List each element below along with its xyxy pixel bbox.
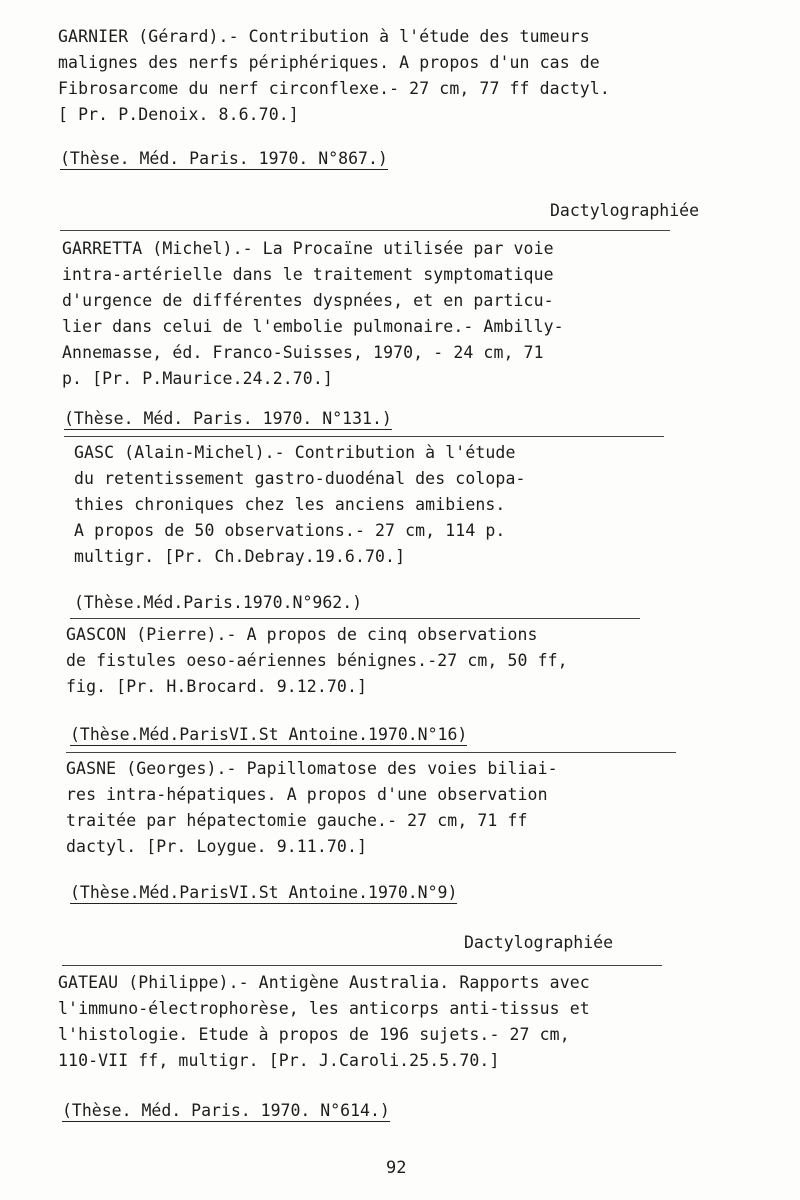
entry-separator (62, 965, 662, 966)
format-note: Dactylographiée (550, 201, 700, 220)
entry-line: GASCON (Pierre).- A propos de cinq observations (66, 625, 538, 644)
entry-gascon (66, 622, 756, 700)
entry-line: GATEAU (Philippe).- Antigène Australia. Rapports avec (58, 973, 590, 992)
entry-line: Fibrosarcome du nerf circonflexe.- 27 cm, 77 ff dactyl. (58, 79, 610, 98)
entry-separator (60, 230, 670, 231)
thesis-reference (74, 592, 362, 614)
page-number: 92 (386, 1158, 407, 1178)
entry-line: malignes des nerfs périphériques. A propos d'un cas de (58, 53, 600, 72)
entry-line: GASNE (Georges).- Papillomatose des voies biliai- (66, 759, 558, 778)
thesis-reference-text: (Thèse. Méd. Paris. 1970. N°131.) (64, 409, 392, 428)
entry-line: multigr. [Pr. Ch.Debray.19.6.70.] (74, 547, 406, 566)
format-note: Dactylographiée (464, 933, 614, 952)
entry-line: thies chroniques chez les anciens amibiens. (74, 495, 506, 514)
entry-line: Annemasse, éd. Franco-Suisses, 1970, - 24 cm, 71 (62, 343, 544, 362)
entry-line: p. [Pr. P.Maurice.24.2.70.] (62, 369, 333, 388)
entry-line: fig. [Pr. H.Brocard. 9.12.70.] (66, 677, 368, 696)
thesis-reference (64, 408, 392, 430)
entry-line: GARRETTA (Michel).- La Procaïne utilisée par voie (62, 239, 554, 258)
thesis-reference-text: (Thèse. Méd. Paris. 1970. N°867.) (60, 149, 388, 168)
entry-separator (64, 436, 664, 437)
entry-line: traitée par hépatectomie gauche.- 27 cm, 71 ff (66, 811, 528, 830)
entry-line: res intra-hépatiques. A propos d'une observation (66, 785, 548, 804)
thesis-reference-text: (Thèse.Méd.ParisVI.St Antoine.1970.N°9) (70, 883, 458, 902)
entry-line: l'histologie. Etude à propos de 196 sujets.- 27 cm, (58, 1025, 570, 1044)
entry-line: du retentissement gastro-duodénal des colopa- (74, 469, 526, 488)
thesis-reference (60, 148, 388, 170)
entry-line: GARNIER (Gérard).- Contribution à l'étude des tumeurs (58, 27, 590, 46)
thesis-reference (70, 724, 467, 746)
entry-gasc (74, 440, 754, 570)
entry-garretta (62, 236, 752, 392)
thesis-reference-text: (Thèse. Méd. Paris. 1970. N°614.) (62, 1101, 390, 1120)
entry-line: A propos de 50 observations.- 27 cm, 114 p. (74, 521, 506, 540)
entry-line: l'immuno-électrophorèse, les anticorps anti-tissus et (58, 999, 590, 1018)
entry-line: de fistules oeso-aériennes bénignes.-27 cm, 50 ff, (66, 651, 568, 670)
thesis-reference (62, 1100, 390, 1122)
entry-gateau (58, 970, 758, 1074)
entry-separator (66, 752, 676, 753)
entry-line: lier dans celui de l'embolie pulmonaire.- Ambilly- (62, 317, 564, 336)
entry-line: [ Pr. P.Denoix. 8.6.70.] (58, 105, 299, 124)
entry-garnier (58, 24, 758, 128)
thesis-reference (70, 882, 457, 904)
thesis-reference-text: (Thèse.Méd.Paris.1970.N°962.) (74, 593, 363, 612)
entry-separator (70, 618, 640, 619)
thesis-reference-text: (Thèse.Méd.ParisVI.St Antoine.1970.N°16) (70, 725, 468, 744)
entry-line: 110-VII ff, multigr. [Pr. J.Caroli.25.5.70.] (58, 1051, 500, 1070)
entry-line: GASC (Alain-Michel).- Contribution à l'étude (74, 443, 516, 462)
entry-line: intra-artérielle dans le traitement symptomatique (62, 265, 554, 284)
entry-line: dactyl. [Pr. Loygue. 9.11.70.] (66, 837, 368, 856)
entry-gasne (66, 756, 756, 860)
entry-line: d'urgence de différentes dyspnées, et en particu- (62, 291, 554, 310)
